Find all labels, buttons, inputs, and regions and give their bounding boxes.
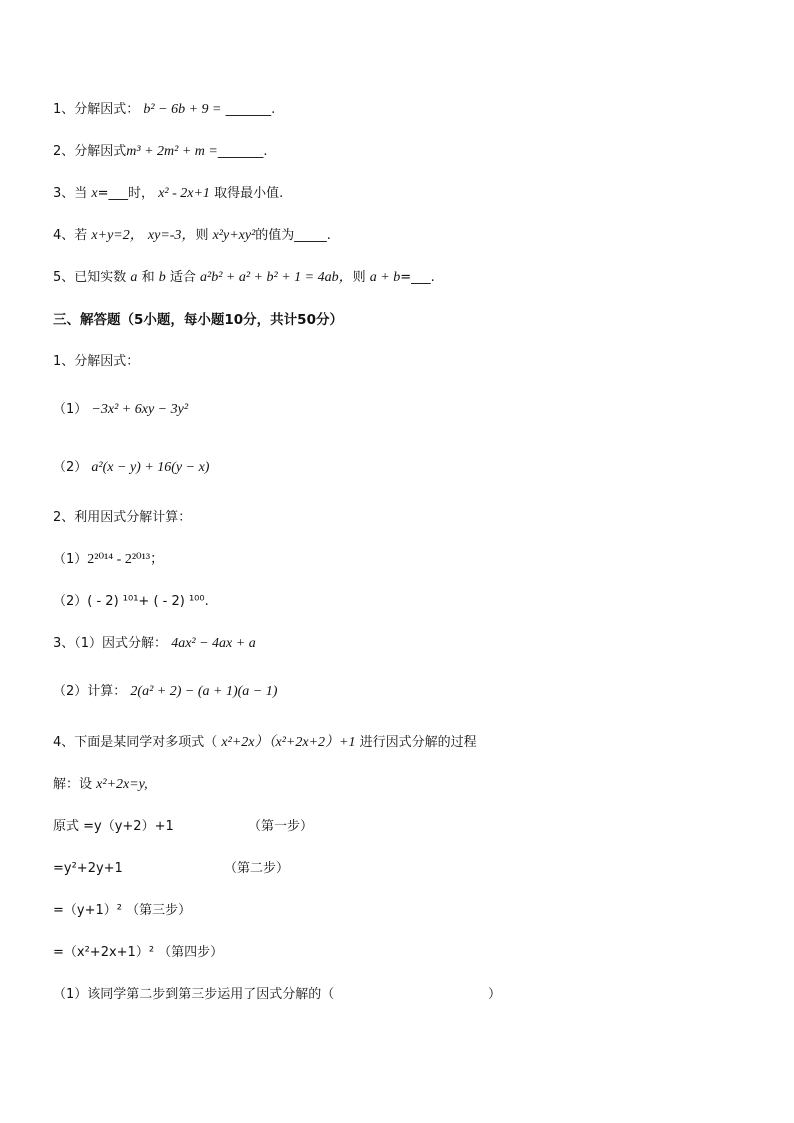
problem-2-sub2 — [53, 592, 209, 612]
problem-3-sub2 — [53, 682, 277, 702]
problem-4-step-1 — [53, 817, 313, 837]
p1-sub1-label: （1） — [53, 402, 88, 417]
q3-mid: =___时， — [97, 186, 155, 201]
p4-q1-text: （1）该同学第二步到第三步运用了因式分解的（ — [53, 987, 335, 1002]
problem-4-question-1 — [53, 985, 501, 1005]
p4-step3-expr: =（y+1）² — [53, 903, 122, 918]
q2-blank: _______ — [217, 144, 264, 159]
fill-question-4 — [53, 226, 331, 246]
p2-sub2-label: （2） — [53, 594, 88, 609]
q4-pre: 4、若 — [53, 228, 88, 243]
p4-sol-expr: x²+2x=y, — [96, 777, 148, 792]
q5-expr: a²b² + a² + b² + 1 = 4ab， — [200, 270, 353, 285]
p3-sub1-expr: 4ax² − 4ax + a — [171, 636, 256, 651]
q5-post: =___. — [400, 270, 435, 285]
problem-4-intro — [53, 733, 477, 753]
p1-sub2-expr: a²(x − y) + 16(y − x) — [91, 460, 210, 475]
p4-step4-expr: =（x²+2x+1）² — [53, 945, 155, 960]
p2-sub1-expr: 2²⁰¹⁴ - 2²⁰¹³； — [87, 552, 165, 567]
fill-question-1 — [53, 100, 275, 120]
problem-4-step-3 — [53, 901, 191, 921]
p4-step1-expr: 原式 =y（y+2）+1 — [53, 819, 174, 834]
p3-sub2-label: （2）计算： — [53, 684, 127, 699]
p3-sub2-expr: 2(a² + 2) − (a + 1)(a − 1) — [130, 684, 278, 699]
p4-step1-note: （第一步） — [248, 819, 314, 834]
problem-4-step-2 — [53, 859, 289, 879]
q5-pre: 5、已知实数 — [53, 270, 127, 285]
q4-post: 的值为_____. — [255, 228, 331, 243]
q3-post: 取得最小值. — [214, 186, 284, 201]
q1-blank: _______ — [225, 102, 272, 117]
q2-label: 2、分解因式 — [53, 144, 127, 159]
fill-question-2 — [53, 142, 268, 162]
q5-a: a — [130, 270, 138, 285]
q5-then: 则 — [352, 270, 366, 285]
p4-intro-pre: 4、下面是某同学对多项式（ — [53, 735, 218, 750]
p4-intro-post: 进行因式分解的过程 — [359, 735, 477, 750]
p4-step2-expr: =y²+2y+1 — [53, 861, 123, 876]
q1-expr: b² − 6b + 9 = — [143, 102, 222, 117]
problem-2-sub1 — [53, 550, 164, 570]
q3-var: x — [91, 186, 98, 201]
q1-end: . — [271, 102, 276, 117]
q3-pre: 3、当 — [53, 186, 88, 201]
q4-expr: x²y+xy² — [212, 228, 256, 243]
p4-intro-expr: x²+2x）（x²+2x+2）+1 — [221, 735, 356, 750]
p2-sub1-label: （1） — [53, 552, 88, 567]
p2-sub2-expr: ( - 2) ¹⁰¹+ ( - 2) ¹⁰⁰. — [87, 594, 209, 609]
p4-q1-close: ） — [488, 987, 502, 1002]
p4-sol-pre: 解：设 — [53, 777, 93, 792]
q4-cond2: xy=-3， — [147, 228, 196, 243]
q3-expr: x² - 2x+1 — [158, 186, 210, 201]
problem-1-sub1 — [53, 400, 188, 420]
problem-4-solution — [53, 775, 148, 795]
p1-sub1-expr: −3x² + 6xy − 3y² — [91, 402, 189, 417]
problem-4-step-4 — [53, 943, 223, 963]
q1-label: 1、分解因式： — [53, 102, 140, 117]
problem-1-sub2 — [53, 458, 209, 478]
fill-question-3 — [53, 184, 283, 204]
p1-sub2-label: （2） — [53, 460, 88, 475]
p3-label: 3、（1）因式分解： — [53, 636, 168, 651]
q5-fit: 适合 — [169, 270, 196, 285]
q5-sum: a + b — [369, 270, 401, 285]
q2-expr: m³ + 2m² + m = — [126, 144, 218, 159]
p4-step4-note: （第四步） — [158, 945, 224, 960]
p4-step3-note: （第三步） — [126, 903, 192, 918]
problem-2-label: 2、利用因式分解计算： — [53, 510, 192, 525]
q4-cond1: x+y=2， — [91, 228, 144, 243]
q5-and: 和 — [141, 270, 155, 285]
p4-step2-note: （第二步） — [224, 861, 290, 876]
fill-question-5 — [53, 268, 435, 288]
q2-end: . — [263, 144, 268, 159]
q5-b: b — [158, 270, 166, 285]
problem-1-label: 1、分解因式： — [53, 354, 140, 369]
q4-mid: 则 — [195, 228, 209, 243]
section-heading: 三、解答题（5小题，每小题10分，共计50分） — [53, 312, 343, 328]
problem-3-sub1 — [53, 634, 256, 654]
